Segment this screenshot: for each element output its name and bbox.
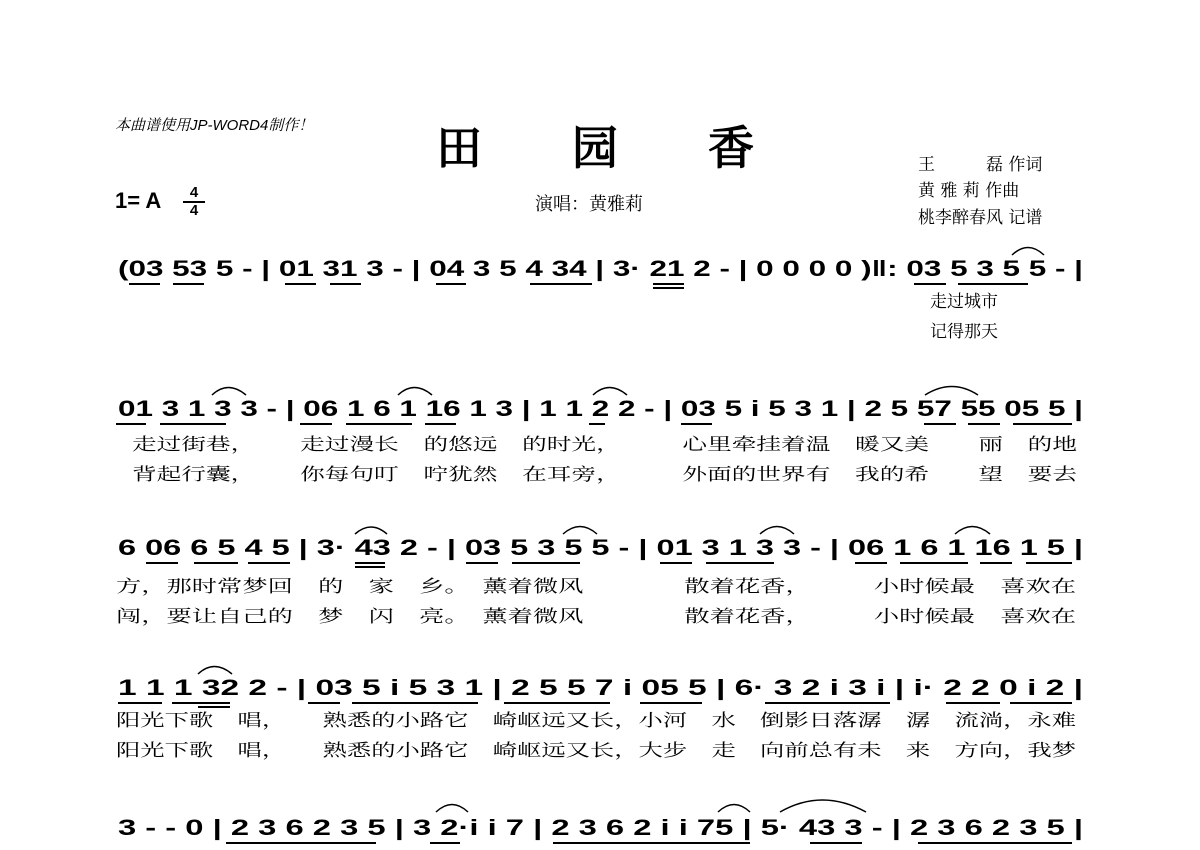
- composer-credit: 黄 雅 莉 作曲: [918, 181, 1020, 201]
- notes-row-1: (03 53 5 - | 01 31 3 - | 04 3 5 4 34 | 3· 21 2 - | 0 0 0 0 )‖: 03 5 3 5 5 - |: [118, 256, 1083, 281]
- lyrics-row-1-verse-2: 记得那天: [930, 322, 998, 342]
- transcriber-credit: 桃李醉春风 记谱: [918, 208, 1043, 228]
- score-row-3: [116, 527, 1083, 628]
- notes-row-4: 1 1 1 32 2 - | 03 5 i 5 3 1 | 2 5 5 7 i 05 5 | 6· 3 2 i 3 i | i· 2 2 0 i 2 |: [118, 675, 1083, 700]
- score-row-1: [118, 248, 1083, 343]
- notes-row-2: 01 3 1 3 3 - | 06 1 6 1 16 1 3 | 1 1 2 2 - | 03 5 i 5 3 1 | 2 5 57 55 05 5 |: [118, 396, 1083, 421]
- time-signature-numerator: 4: [183, 185, 205, 203]
- lyrics-row-2-verse-1: 走过街巷， 走过漫长 的悠远 的时光， 心里牵挂着温 暖又美 丽 的地: [132, 435, 1077, 455]
- key-signature: 1= A: [115, 188, 162, 213]
- singer-credit: 演唱：黄雅莉: [535, 194, 643, 215]
- notes-row-3: 6 06 6 5 4 5 | 3· 43 2 - | 03 5 3 5 5 - | 01 3 1 3 3 - | 06 1 6 1 16 1 5 |: [118, 535, 1083, 560]
- song-title: 田园香: [436, 121, 844, 175]
- lyricist-credit: 王 磊 作词: [918, 155, 1043, 175]
- score-row-2: [116, 387, 1083, 486]
- time-signature-denominator: 4: [189, 202, 199, 219]
- notes-row-5: 3 - - 0 | 2 3 6 2 3 5 | 3 2·i i 7 | 2 3 6 2 i i 75 | 5· 43 3 - | 2 3 6 2 3 5 |: [118, 815, 1083, 840]
- lyrics-row-3-verse-2: 闯，要让自己的 梦 闪 亮。 薰着微风 散着花香， 小时候最 喜欢在: [116, 607, 1076, 627]
- software-note: 本曲谱使用JP-WORD4制作！: [115, 117, 314, 134]
- score-row-5: [118, 800, 1083, 843]
- lyrics-row-3-verse-1: 方，那时常梦回 的 家 乡。 薰着微风 散着花香， 小时候最 喜欢在: [116, 577, 1076, 597]
- lyrics-row-1-verse-1: 走过城市: [930, 292, 998, 312]
- lyrics-row-4-verse-1: 阳光下歌 唱， 熟悉的小路它 崎岖远又长，小河 水 倒影日落潺 潺 流淌，永难: [116, 711, 1076, 731]
- score-row-4: [116, 667, 1083, 762]
- lyrics-row-2-verse-2: 背起行囊， 你每句叮 咛犹然 在耳旁， 外面的世界有 我的希 望 要去: [132, 465, 1077, 485]
- lyrics-row-4-verse-2: 阳光下歌 唱， 熟悉的小路它 崎岖远又长，大步 走 向前总有未 来 方向，我梦: [116, 741, 1076, 761]
